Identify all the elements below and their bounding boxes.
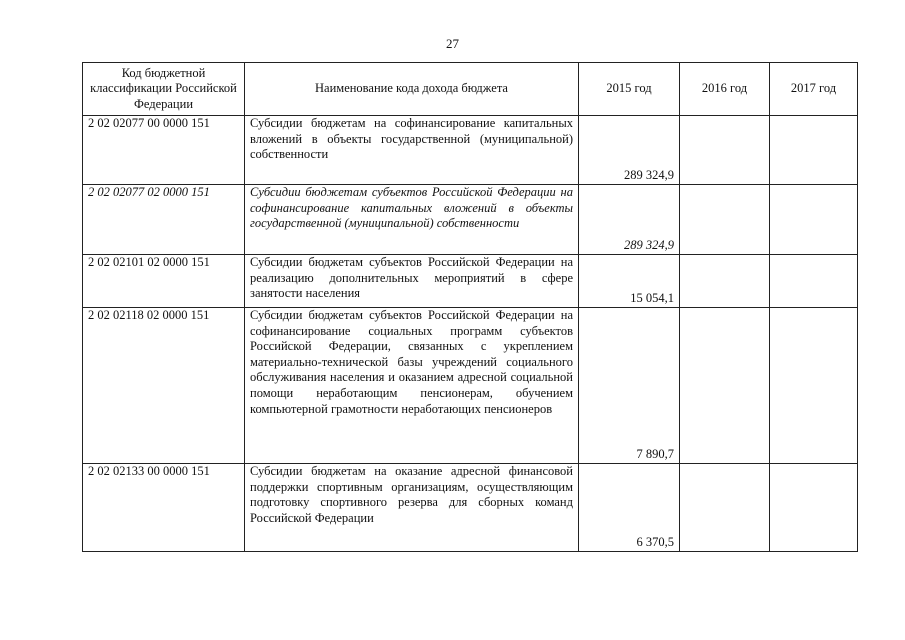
row-value-2017 [770, 308, 858, 464]
table-row [83, 255, 858, 308]
row-name: Субсидии бюджетам субъектов Российской Федерации на софинансирование социальных программ субъектов Российской Федерации, связанных с укреплением материально-технической базы учреждений социального обслуживания населения и оказанием адресной социальной помощи неработающим пенсионерам, обучением компьютерной грамотности неработающих пенсионеров [245, 308, 579, 464]
row-value-2015: 6 370,5 [579, 464, 680, 552]
row-value-2015: 289 324,9 [579, 185, 680, 255]
header-2017: 2017 год [770, 63, 858, 116]
header-2015: 2015 год [579, 63, 680, 116]
table-row [83, 185, 858, 255]
header-code: Код бюджетной классификации Российской Федерации [83, 63, 245, 116]
budget-revenue-table [82, 62, 858, 552]
row-name: Субсидии бюджетам субъектов Российской Федерации на реализацию дополнительных мероприятий в сфере занятости населения [245, 255, 579, 308]
row-code: 2 02 02101 02 0000 151 [83, 255, 245, 308]
row-name: Субсидии бюджетам субъектов Российской Федерации на софинансирование капитальных вложений в объекты государственной (муниципальной) собственности [245, 185, 579, 255]
row-value-2016 [680, 116, 770, 185]
row-name: Субсидии бюджетам на оказание адресной финансовой поддержки спортивным организациям, осуществляющим подготовку спортивного резерва для сборных команд Российской Федерации [245, 464, 579, 552]
table-row [83, 308, 858, 464]
row-code: 2 02 02118 02 0000 151 [83, 308, 245, 464]
table-header-row [83, 63, 858, 116]
row-value-2017 [770, 185, 858, 255]
page-number: 27 [446, 36, 459, 51]
row-value-2017 [770, 464, 858, 552]
row-value-2016 [680, 464, 770, 552]
row-value-2017 [770, 255, 858, 308]
header-name: Наименование кода дохода бюджета [245, 63, 579, 116]
row-name: Субсидии бюджетам на софинансирование капитальных вложений в объекты государственной (муниципальной) собственности [245, 116, 579, 185]
row-value-2016 [680, 185, 770, 255]
row-value-2016 [680, 308, 770, 464]
row-value-2016 [680, 255, 770, 308]
header-2016: 2016 год [680, 63, 770, 116]
row-code: 2 02 02077 02 0000 151 [83, 185, 245, 255]
row-value-2015: 289 324,9 [579, 116, 680, 185]
table-row [83, 116, 858, 185]
row-value-2015: 7 890,7 [579, 308, 680, 464]
row-value-2017 [770, 116, 858, 185]
table-row [83, 464, 858, 552]
row-value-2015: 15 054,1 [579, 255, 680, 308]
row-code: 2 02 02077 00 0000 151 [83, 116, 245, 185]
row-code: 2 02 02133 00 0000 151 [83, 464, 245, 552]
